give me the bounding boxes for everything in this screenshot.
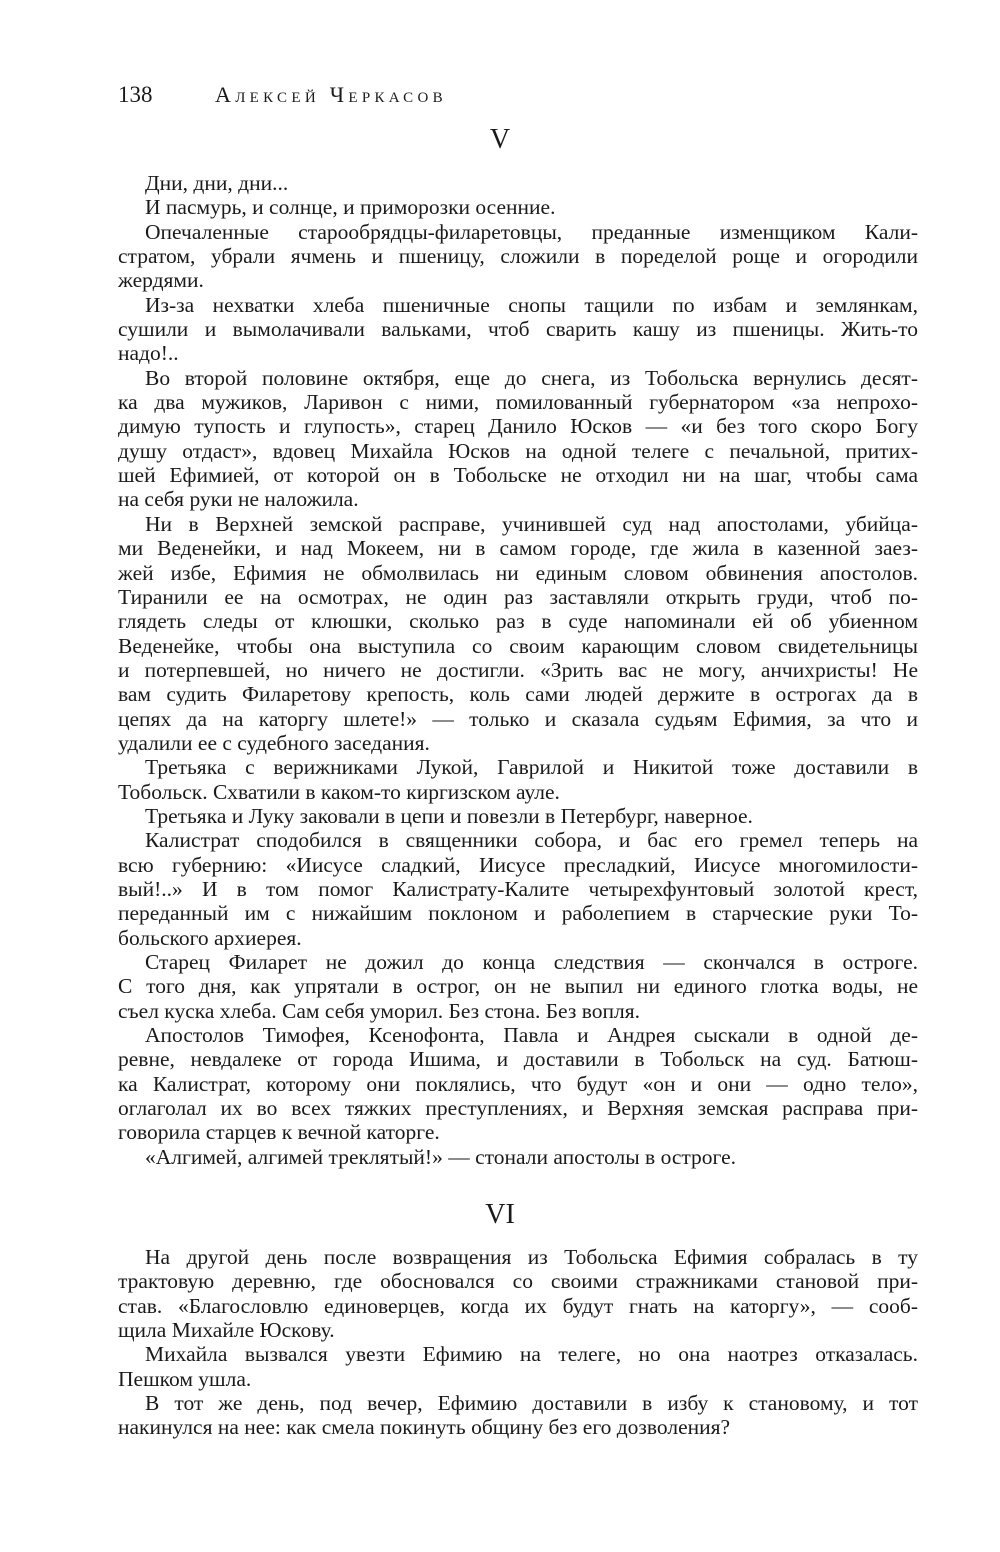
- text-line: оглаголал их во всех тяжких преступлениях, и Верхняя земская расправа при-: [118, 1096, 918, 1121]
- text-line: Калистрат сподобился в священники собора, и бас его гремел теперь на: [145, 828, 918, 853]
- author-name: Алексей Черкасов: [215, 82, 447, 107]
- text-line: жей избе, Ефимия не обмолвилась ни единым словом обвинения апостолов.: [118, 560, 918, 585]
- text-line: В тот же день, под вечер, Ефимию доставили в избу к становому, и тот: [145, 1391, 918, 1416]
- text-line: шей Ефимией, от которой он в Тобольске не отходил ни на шаг, чтобы сама: [118, 463, 918, 488]
- text-line: накинулся на нее: как смела покинуть общину без его дозволения?: [118, 1415, 731, 1440]
- text-line: жердями.: [118, 268, 204, 293]
- text-line: Веденейке, чтобы она выступила со своим карающим словом свидетельницы: [118, 633, 918, 658]
- text-line: ми Веденейки, и над Мокеем, ни в самом городе, где жила в казенной заез-: [118, 536, 918, 561]
- paragraph: [118, 195, 918, 219]
- text-line: трактовую деревню, где обосновался со своими стражниками становой при-: [118, 1269, 918, 1294]
- text-line: надо!..: [118, 341, 179, 366]
- text-line: вам судить Филаретову крепость, коль сами людей держите в острогах да в: [118, 682, 918, 707]
- text-line: Старец Филарет не дожил до конца следствия — скончался в остроге.: [145, 950, 918, 974]
- text-line: Апостолов Тимофея, Ксенофонта, Павла и Андрея сыскали в одной де-: [145, 1023, 918, 1048]
- paragraph: [118, 755, 918, 804]
- running-header: [118, 82, 447, 108]
- paragraph: [118, 1342, 918, 1391]
- section-heading-v: V: [489, 124, 511, 155]
- paragraph: [118, 1023, 918, 1145]
- text-line: сушили и вымолачивали вальками, чтоб сварить кашу из пшеницы. Жить-то: [118, 317, 918, 342]
- text-line: Тобольск. Схватили в каком-то киргизском ауле.: [118, 779, 560, 804]
- text-line: И пасмурь, и солнце, и приморозки осенние.: [145, 195, 556, 220]
- page-number: 138: [118, 82, 153, 107]
- text-line: переданный им с нижайшим поклоном и раболепием в старческие руки То-: [118, 901, 918, 926]
- text-line: Михайла вызвался увезти Ефимию на телеге, но она наотрез отказалась.: [145, 1342, 918, 1367]
- text-line: душу отдаст», вдовец Михайла Юсков на одной телеге с печальной, притих-: [118, 438, 918, 463]
- paragraph: [118, 950, 918, 1023]
- paragraph: [118, 1145, 918, 1169]
- text-line: Дни, дни, дни...: [145, 171, 289, 195]
- paragraph: [118, 804, 918, 828]
- paragraph: [118, 171, 918, 195]
- paragraph: [118, 366, 918, 512]
- text-line: говорила старцев к вечной каторге.: [118, 1120, 440, 1145]
- text-line: С того дня, как упрятали в острог, он не выпил ни единого глотка воды, не: [118, 974, 918, 999]
- text-line: ка два мужиков, Ларивон с ними, помилованный губернатором «за непрохо-: [118, 390, 918, 415]
- text-line: всю губернию: «Иисусе сладкий, Иисусе пресладкий, Иисусе многомилости-: [118, 852, 918, 877]
- text-line: Тиранили ее на осмотрах, не один раз заставляли открыть груди, чтоб по-: [118, 584, 918, 609]
- section-heading-vi: VI: [485, 1199, 515, 1230]
- text-line: Третьяка и Луку заковали в цепи и повезли в Петербург, наверное.: [145, 803, 753, 828]
- text-line: цепях да на каторгу шлете!» — только и сказала судьям Ефимия, за что и: [118, 706, 918, 731]
- paragraph: [118, 512, 918, 755]
- text-line: щила Михайле Юскову.: [118, 1318, 335, 1343]
- text-line: На другой день после возвращения из Тобольска Ефимия собралась в ту: [145, 1245, 918, 1269]
- text-line: Третьяка с верижниками Лукой, Гаврилой и Никитой тоже доставили в: [145, 755, 918, 780]
- text-line: ка Калистрат, которому они поклялись, что будут «он и они — одно тело»,: [118, 1071, 918, 1096]
- paragraph: [118, 828, 918, 950]
- text-line: димую тупость и глупость», старец Данило Юсков — «и без того скоро Богу: [118, 414, 918, 439]
- paragraph: [118, 220, 918, 293]
- text-line: больского архиерея.: [118, 925, 302, 950]
- text-line: ревне, невдалеке от города Ишима, и доставили в Тобольск на суд. Батюш-: [118, 1047, 918, 1072]
- text-line: глядеть следы от клюшки, сколько раз в суде напоминали ей об убиенном: [118, 609, 918, 634]
- text-line: Во второй половине октября, еще до снега, из Тобольска вернулись десят-: [145, 365, 918, 390]
- text-line: стратом, убрали ячмень и пшеницу, сложили в поределой роще и огородили: [118, 244, 918, 269]
- text-line: удалили ее с судебного заседания.: [118, 730, 430, 755]
- text-line: став. «Благословлю единоверцев, когда их будут гнать на каторгу», — сооб-: [118, 1293, 918, 1318]
- text-line: Пешком ушла.: [118, 1366, 252, 1391]
- text-line: и потерпевшей, но ничего не достигли. «Зрить вас не могу, анчихристы! Не: [118, 657, 918, 682]
- paragraph: [118, 293, 918, 366]
- section-vi-body: [118, 1245, 918, 1440]
- paragraph: [118, 1245, 918, 1342]
- text-line: на себя руки не наложила.: [118, 487, 359, 512]
- text-line: Ни в Верхней земской расправе, учинившей суд над апостолами, убийца-: [145, 511, 918, 536]
- text-line: вый!..» И в том помог Калистрату-Калите четырехфунтовый золотой крест,: [118, 876, 918, 901]
- text-line: «Алгимей, алгимей треклятый!» — стонали апостолы в остроге.: [145, 1144, 737, 1169]
- paragraph: [118, 1391, 918, 1440]
- text-line: съел куска хлеба. Сам себя уморил. Без стона. Без вопля.: [118, 998, 640, 1023]
- text-line: Из-за нехватки хлеба пшеничные снопы тащили по избам и землянкам,: [145, 292, 918, 317]
- text-line: Опечаленные старообрядцы-филаретовцы, преданные изменщиком Кали-: [145, 219, 918, 244]
- section-v-body: [118, 171, 918, 1169]
